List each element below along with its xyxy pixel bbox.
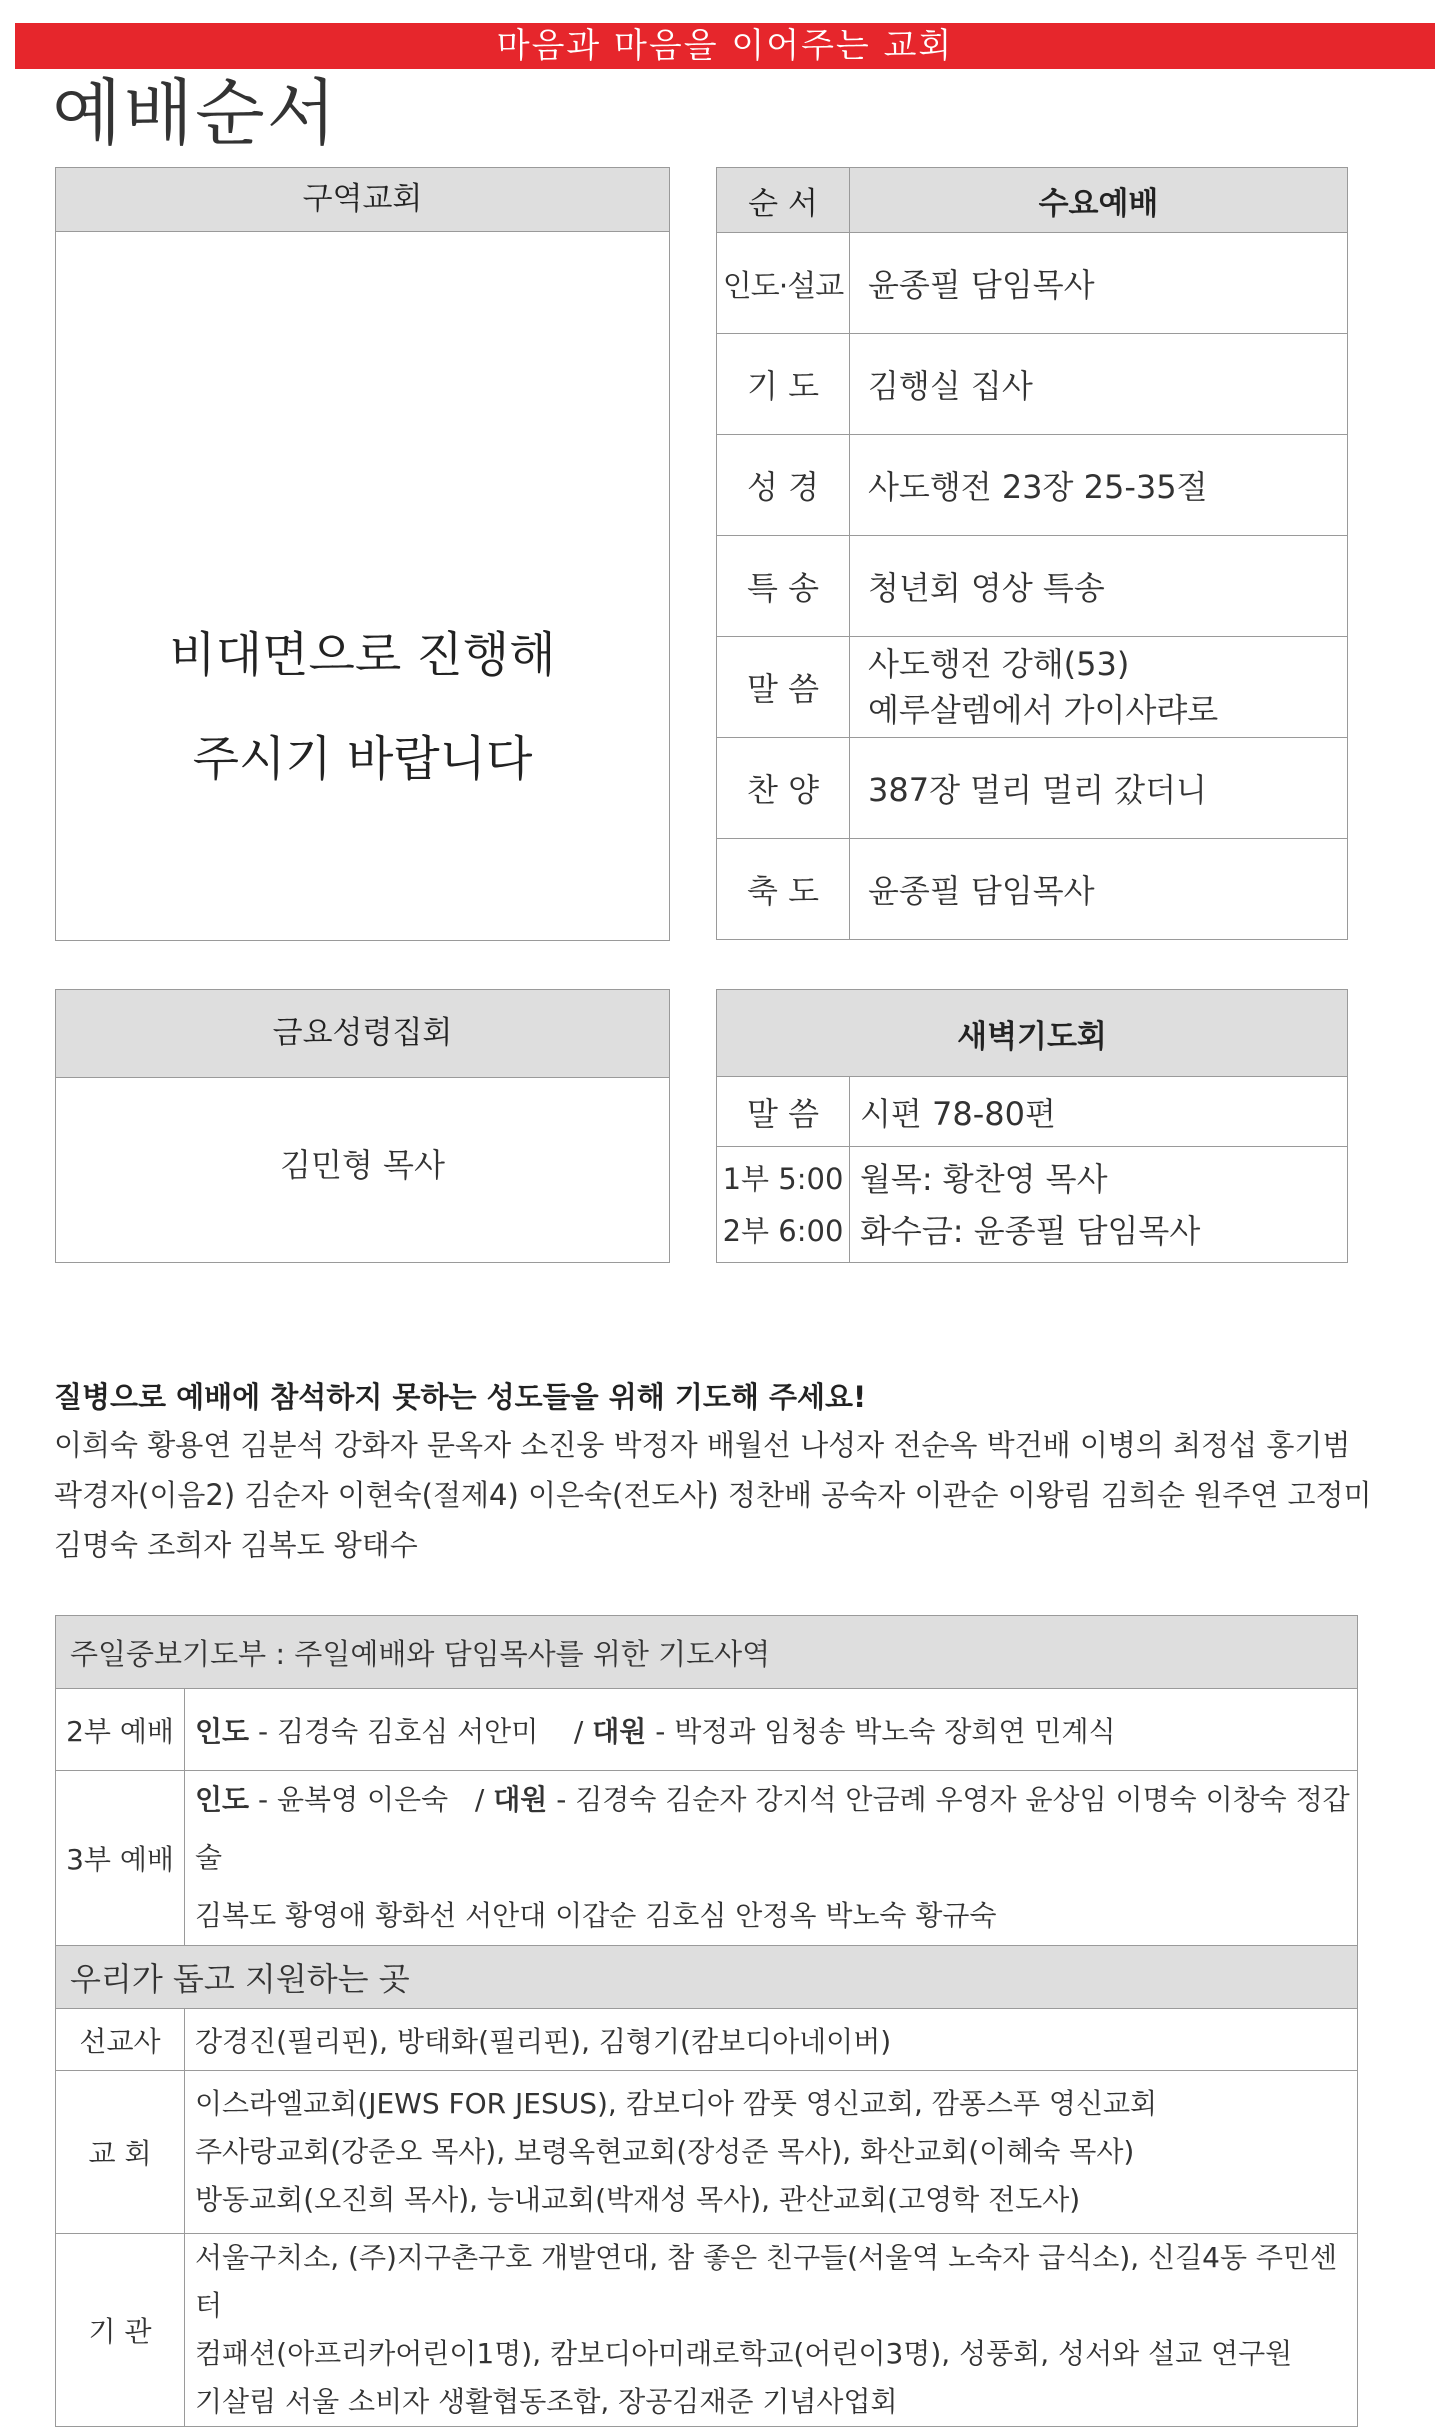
church-list (185, 2071, 1358, 2234)
dawn-time2: 2부 6:00 (722, 1213, 844, 1248)
friday-meeting-header: 금요성령집회 (56, 990, 669, 1078)
service2-members (185, 1689, 1358, 1771)
organization-line3: 기살림 서울 소비자 생활협동조합, 장공김재준 기념사업회 (195, 2385, 898, 2418)
service2-choir: - 박정과 임청송 박노숙 장희연 민계식 (646, 1714, 1116, 1748)
row-label: 말 씀 (717, 637, 850, 738)
organization-line2: 컴패션(아프리카어린이1명), 캄보디아미래로학교(어린이3명), 성풍회, 성서와 설교 연구원 (195, 2337, 1293, 2370)
row-value: 윤종필 담임목사 (850, 839, 1348, 940)
dawn-leader2: 화수금: 윤종필 담임목사 (860, 1211, 1201, 1250)
church-label: 교 회 (56, 2071, 185, 2234)
missionary-label: 선교사 (56, 2009, 185, 2071)
missionary-list: 강경진(필리핀), 방태화(필리핀), 김형기(캄보디아네이버) (185, 2009, 1358, 2071)
wednesday-column-header: 수요예배 (850, 168, 1348, 233)
church-line2: 주사랑교회(강준오 목사), 보령옥현교회(장성준 목사), 화산교회(이혜숙 목사) (195, 2135, 1135, 2168)
row-label: 기 도 (717, 334, 850, 435)
row-label: 축 도 (717, 839, 850, 940)
service3-choir: - 김경숙 김순자 강지석 안금례 우영자 윤상임 이명숙 이창숙 정갑술 (195, 1783, 1350, 1874)
lead-tag: 인도 (195, 1783, 250, 1816)
dawn-prayer-header: 새벽기도회 (717, 990, 1348, 1077)
service3-label: 3부 예배 (56, 1771, 185, 1946)
service3-lead: - 윤복영 이은숙 (249, 1783, 449, 1816)
intercession-header: 주일중보기도부 : 주일예배와 담임목사를 위한 기도사역 (56, 1616, 1358, 1689)
service3-choir-line2: 김복도 황영애 황화선 서안대 이갑순 김호심 안정옥 박노숙 황규숙 (195, 1899, 997, 1932)
dawn-word-value: 시편 78-80편 (850, 1077, 1348, 1147)
row-value (850, 637, 1348, 738)
district-church-header: 구역교회 (56, 168, 669, 232)
district-message-line1: 비대면으로 진행해 (169, 627, 556, 683)
organization-list (185, 2234, 1358, 2427)
lead-tag: 인도 (195, 1714, 250, 1748)
dawn-leader1: 월목: 황찬영 목사 (860, 1159, 1108, 1198)
row-value: 청년회 영상 특송 (850, 536, 1348, 637)
service2-lead: - 김경숙 김호심 서안미 (249, 1714, 539, 1748)
support-header: 우리가 돕고 지원하는 곳 (56, 1946, 1358, 2009)
row-value: 김행실 집사 (850, 334, 1348, 435)
organization-label: 기 관 (56, 2234, 185, 2427)
row-label: 인도·설교 (717, 233, 850, 334)
row-label: 특 송 (717, 536, 850, 637)
prayer-names (54, 1420, 1394, 1570)
choir-tag: 대원 (493, 1783, 548, 1816)
row-value: 387장 멀리 멀리 갔더니 (850, 738, 1348, 839)
separator: / (474, 1783, 485, 1816)
friday-meeting-box (55, 989, 670, 1263)
top-banner: 마음과 마음을 이어주는 교회 (15, 23, 1435, 69)
row-value: 사도행전 23장 25-35절 (850, 435, 1348, 536)
dawn-leaders (850, 1147, 1348, 1263)
service2-label: 2부 예배 (56, 1689, 185, 1771)
service3-members (185, 1771, 1358, 1946)
row-value-line2: 예루살렘에서 가이사랴로 (868, 691, 1219, 729)
district-message-line2: 주시기 바랍니다 (192, 731, 533, 787)
row-label: 찬 양 (717, 738, 850, 839)
church-line1: 이스라엘교회(JEWS FOR JESUS), 캄보디아 깜풋 영신교회, 깜퐁스푸 영신교회 (195, 2087, 1158, 2120)
dawn-prayer-table (716, 989, 1348, 1263)
row-label: 성 경 (717, 435, 850, 536)
dawn-time1: 1부 5:00 (722, 1161, 844, 1196)
district-church-box (55, 167, 670, 941)
order-column-header: 순 서 (717, 168, 850, 233)
choir-tag: 대원 (592, 1714, 647, 1748)
church-line3: 방동교회(오진희 목사), 능내교회(박재성 목사), 관산교회(고영학 전도사) (195, 2183, 1081, 2216)
organization-line1: 서울구치소, (주)지구촌구호 개발연대, 참 좋은 친구들(서울역 노숙자 급식소), 신길4동 주민센터 (195, 2241, 1338, 2322)
row-value: 윤종필 담임목사 (850, 233, 1348, 334)
dawn-word-label: 말 씀 (717, 1077, 850, 1147)
friday-meeting-speaker: 김민형 목사 (280, 1146, 445, 1184)
row-value-line1: 사도행전 강해(53) (868, 645, 1130, 683)
dawn-times (717, 1147, 850, 1263)
page-title: 예배순서 (52, 71, 339, 155)
intercession-support-table (55, 1615, 1358, 2427)
prayer-names-line2: 곽경자(이음2) 김순자 이현숙(절제4) 이은숙(전도사) 정찬배 공숙자 이관순 이왕림 김희순 원주연 고정미 (54, 1478, 1372, 1512)
prayer-request-title: 질병으로 예배에 참석하지 못하는 성도들을 위해 기도해 주세요! (54, 1380, 867, 1414)
separator: / (573, 1714, 584, 1748)
prayer-names-line3: 김명숙 조희자 김복도 왕태수 (54, 1528, 418, 1562)
prayer-names-line1: 이희숙 황용연 김분석 강화자 문옥자 소진웅 박정자 배월선 나성자 전순옥 박건배 이병의 최정섭 홍기범 (54, 1428, 1351, 1462)
district-message-block (56, 603, 669, 811)
wednesday-worship-table (716, 167, 1348, 940)
